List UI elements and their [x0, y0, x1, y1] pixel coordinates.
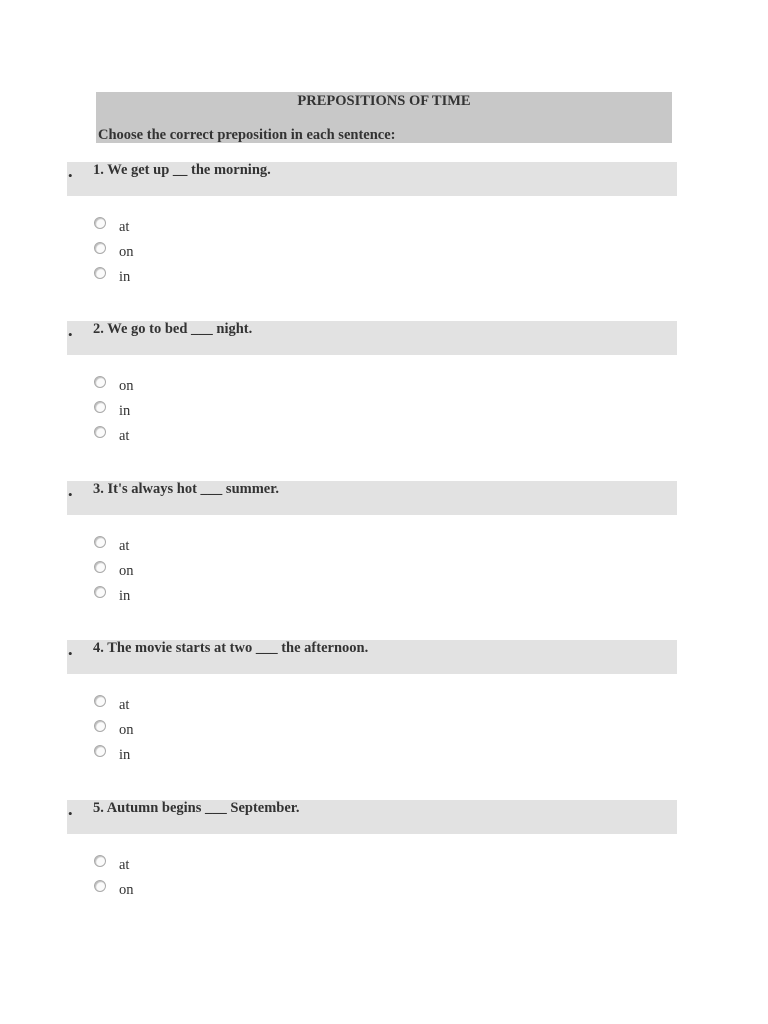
radio-button[interactable] — [94, 855, 106, 867]
radio-button[interactable] — [94, 242, 106, 254]
option-label: on — [119, 244, 134, 260]
radio-button[interactable] — [94, 561, 106, 573]
option-label: in — [119, 403, 131, 419]
option-on[interactable] — [94, 242, 294, 266]
option-in[interactable] — [94, 745, 294, 769]
option-label: on — [119, 722, 134, 738]
radio-button[interactable] — [94, 695, 106, 707]
option-label: in — [119, 747, 131, 763]
option-at[interactable] — [94, 536, 294, 560]
option-on[interactable] — [94, 376, 294, 400]
radio-button[interactable] — [94, 880, 106, 892]
option-label: in — [119, 588, 131, 604]
option-label: on — [119, 563, 134, 579]
option-at[interactable] — [94, 217, 294, 241]
option-on[interactable] — [94, 720, 294, 744]
question-text: 2. We go to bed ___ night. — [93, 321, 253, 337]
option-label: at — [119, 538, 130, 554]
option-at[interactable] — [94, 426, 294, 450]
question-text: 3. It's always hot ___ summer. — [93, 481, 279, 497]
bullet-icon: • — [68, 168, 73, 183]
option-label: at — [119, 857, 130, 873]
option-in[interactable] — [94, 267, 294, 291]
radio-button[interactable] — [94, 426, 106, 438]
question-text: 1. We get up __ the morning. — [93, 162, 271, 178]
question-2 — [0, 321, 768, 481]
bullet-icon: • — [68, 646, 73, 661]
option-at[interactable] — [94, 695, 294, 719]
radio-button[interactable] — [94, 217, 106, 229]
question-5 — [0, 800, 768, 960]
question-3 — [0, 481, 768, 641]
question-4 — [0, 640, 768, 800]
radio-button[interactable] — [94, 536, 106, 548]
bullet-icon: • — [68, 487, 73, 502]
radio-button[interactable] — [94, 267, 106, 279]
radio-button[interactable] — [94, 586, 106, 598]
option-on[interactable] — [94, 880, 294, 904]
option-in[interactable] — [94, 586, 294, 610]
question-text: 5. Autumn begins ___ September. — [93, 800, 300, 816]
option-at[interactable] — [94, 855, 294, 879]
radio-button[interactable] — [94, 720, 106, 732]
radio-button[interactable] — [94, 745, 106, 757]
radio-button[interactable] — [94, 376, 106, 388]
option-label: at — [119, 219, 130, 235]
option-label: at — [119, 697, 130, 713]
quiz-header — [96, 92, 672, 143]
option-label: on — [119, 882, 134, 898]
bullet-icon: • — [68, 327, 73, 342]
question-1 — [0, 162, 768, 322]
radio-button[interactable] — [94, 401, 106, 413]
option-in[interactable] — [94, 401, 294, 425]
option-label: on — [119, 378, 134, 394]
bullet-icon: • — [68, 806, 73, 821]
instruction-text: Choose the correct preposition in each sentence: — [98, 127, 396, 143]
question-text: 4. The movie starts at two ___ the afternoon. — [93, 640, 369, 656]
option-on[interactable] — [94, 561, 294, 585]
option-label: at — [119, 428, 130, 444]
page-title: PREPOSITIONS OF TIME — [297, 93, 471, 109]
option-label: in — [119, 269, 131, 285]
